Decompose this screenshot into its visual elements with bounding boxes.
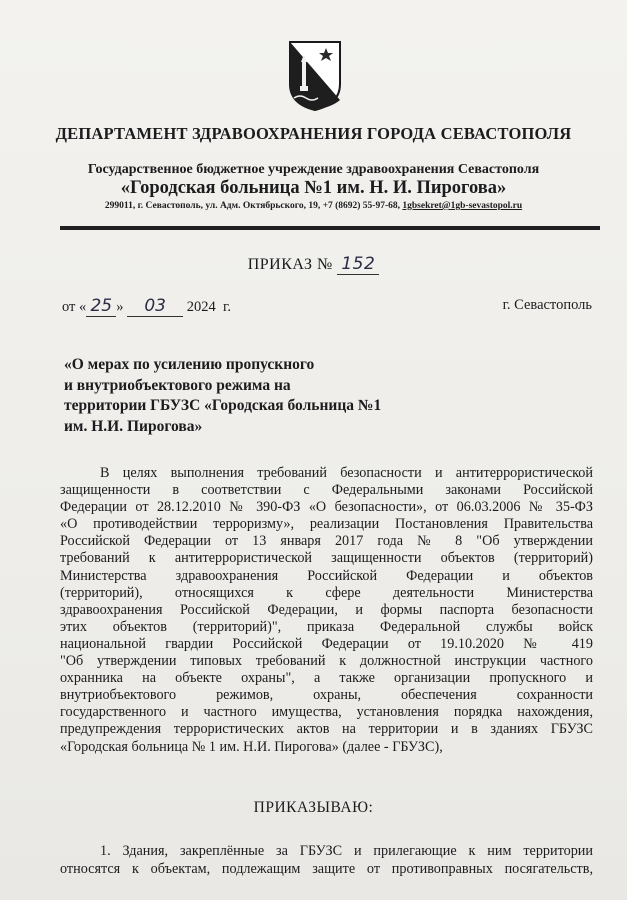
preamble-line: государственного и частного имущества, установления порядка нахождения, (60, 704, 593, 721)
order-item-1 (60, 843, 593, 878)
subject-line: и внутриобъектового режима на (64, 376, 291, 394)
order-city: г. Севастополь (502, 297, 592, 313)
order-day: 25 (86, 296, 116, 317)
address-line (0, 201, 627, 211)
preamble-line: здравоохранения Российской Федерации, и формы паспорта безопасности (60, 601, 593, 618)
preamble-line: В целях выполнения требований безопасности и антитеррористической (100, 465, 593, 481)
preamble-line: (территорий), относящихся к сфере деятельности Министерства (60, 584, 593, 601)
preamble-line: Министерства здравоохранения Российской Федерации и объектов (60, 567, 593, 584)
preamble-line: «О противодействии терроризму», реализации Постановления Правительства (60, 516, 593, 533)
item-line: относятся к объектам, подлежащим защите от противоправных посягательств, (60, 860, 593, 877)
email-link[interactable]: 1gbsekret@1gb-sevastopol.ru (402, 201, 523, 211)
year-suffix: г. (223, 299, 231, 315)
order-title (0, 254, 627, 275)
preamble-line: предупреждения террористических актов на территории и в зданиях ГБУЗС (60, 721, 593, 738)
order-subject (64, 355, 394, 437)
address-text: 299011, г. Севастополь, ул. Адм. Октябрьского, 19, +7 (8692) 55-97-68, (104, 201, 401, 211)
order-month: 03 (127, 296, 183, 317)
subject-line: территории ГБУЗС «Городская больница №1 (64, 397, 382, 414)
sevastopol-coat-of-arms-icon (288, 40, 342, 112)
preamble-line: внутриобъектового режимов, охраны, обеспечения сохранности (60, 687, 593, 704)
preamble-paragraph (60, 465, 593, 756)
subject-line: им. Н.И. Пирогова» (64, 417, 203, 435)
preamble-line: «Городская больница № 1 им. Н.И. Пирогова» (далее - ГБУЗС), (60, 738, 443, 755)
preamble-line: Федерации от 28.12.2010 № 390-ФЗ «О безопасности», от 06.03.2006 № 35-ФЗ (60, 499, 593, 516)
preamble-line: "Об утверждении типовых требований к должностной инструкции частного (60, 653, 593, 670)
date-day-close: » (116, 299, 124, 315)
institution-line-2: «Городская больница №1 им. Н. И. Пирогова» (120, 178, 507, 198)
preamble-line: Российской Федерации от 13 января 2017 года № 8 "Об утверждении (60, 533, 593, 550)
order-verb: ПРИКАЗЫВАЮ: (253, 799, 374, 816)
order-label: ПРИКАЗ № (247, 256, 333, 273)
order-year: 2024 (186, 299, 216, 315)
preamble-line: защищенности в соответствии с Федеральными законами Российской (60, 482, 593, 499)
department-name: ДЕПАРТАМЕНТ ЗДРАВООХРАНЕНИЯ ГОРОДА СЕВАСТОПОЛЯ (55, 124, 572, 143)
preamble-line: охранника на объекте охраны", а также организации пропускного и (60, 670, 593, 687)
header-divider (60, 226, 600, 230)
preamble-line: национальной гвардии Российской Федерации от 19.10.2020 № 419 (60, 635, 593, 652)
item-line: 1. Здания, закреплённые за ГБУЗС и прилегающие к ним территории (100, 843, 593, 859)
order-date (62, 296, 231, 317)
preamble-line: требований к антитеррористической защищенности объектов (территорий) (60, 550, 593, 567)
subject-line: «О мерах по усилению пропускного (64, 356, 315, 373)
preamble-line: этих объектов (территорий)", приказа Федеральной службы войск (60, 618, 593, 635)
date-prefix: от « (62, 299, 87, 315)
institution-line-1: Государственное бюджетное учреждение здравоохранения Севастополя (87, 162, 540, 177)
order-number: 152 (337, 254, 379, 275)
